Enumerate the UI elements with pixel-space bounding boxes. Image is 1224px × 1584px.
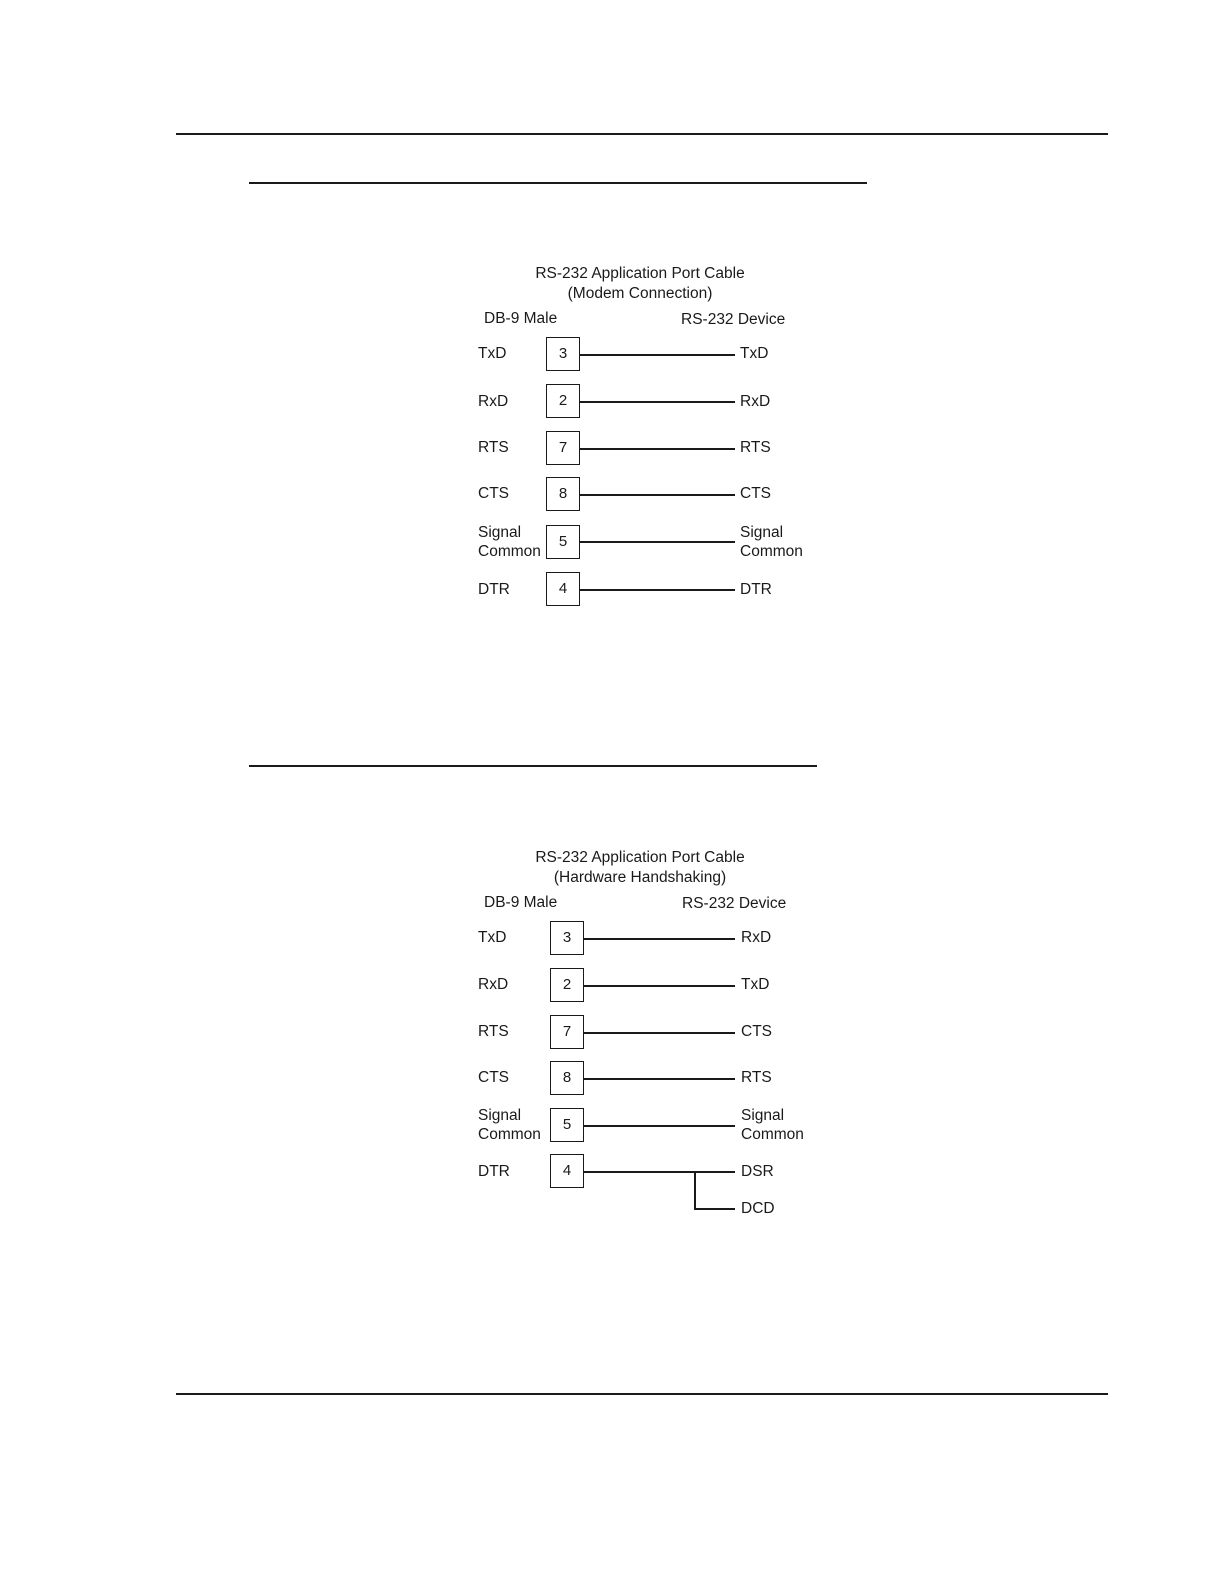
rs232-device-header: RS-232 Device	[682, 895, 787, 912]
pin-box: 4	[550, 1154, 584, 1188]
pin-box: 3	[550, 921, 584, 955]
pin-box: 8	[550, 1061, 584, 1095]
right-signal-dcd: DCD	[741, 1200, 775, 1217]
left-signal-cts: CTS	[478, 485, 509, 502]
wire	[580, 541, 735, 543]
pin-box: 4	[546, 572, 580, 606]
wire	[584, 1125, 735, 1127]
diagram-title-line2: (Hardware Handshaking)	[553, 869, 727, 886]
wire	[580, 448, 735, 450]
left-signal-common-line2: Common	[478, 1126, 541, 1143]
wire	[584, 938, 735, 940]
pin-box: 3	[546, 337, 580, 371]
left-signal-cts: CTS	[478, 1069, 509, 1086]
pin-box: 7	[550, 1015, 584, 1049]
diagram-title-line1: RS-232 Application Port Cable	[535, 849, 745, 866]
right-signal-cts: CTS	[741, 1023, 772, 1040]
db9-male-header: DB-9 Male	[484, 310, 558, 327]
wire	[584, 985, 735, 987]
right-signal-cts: CTS	[740, 485, 771, 502]
right-signal-common-line1: Signal	[740, 524, 784, 541]
right-signal-rts: RTS	[740, 439, 771, 456]
left-signal-dtr: DTR	[478, 1163, 510, 1180]
right-signal-rxd: RxD	[740, 393, 771, 410]
right-signal-common-line1: Signal	[741, 1107, 785, 1124]
left-signal-common-line2: Common	[478, 543, 541, 560]
wire	[584, 1078, 735, 1080]
left-signal-txd: TxD	[478, 345, 507, 362]
footer-rule	[176, 1393, 1108, 1395]
left-signal-rxd: RxD	[478, 393, 509, 410]
pin-box: 5	[546, 525, 580, 559]
left-signal-common-line1: Signal	[478, 1107, 522, 1124]
right-signal-rxd: RxD	[741, 929, 772, 946]
left-signal-common-line1: Signal	[478, 524, 522, 541]
section2-rule	[249, 765, 817, 767]
right-signal-dsr: DSR	[741, 1163, 774, 1180]
left-signal-txd: TxD	[478, 929, 507, 946]
pin-box: 7	[546, 431, 580, 465]
right-signal-common-line2: Common	[740, 543, 803, 560]
right-signal-dtr: DTR	[740, 581, 772, 598]
wire	[584, 1171, 735, 1173]
branch-wire	[694, 1208, 735, 1210]
diagram-title-line1: RS-232 Application Port Cable	[535, 265, 745, 282]
right-signal-common-line2: Common	[741, 1126, 804, 1143]
rs232-device-header: RS-232 Device	[681, 311, 786, 328]
branch-wire-vertical	[694, 1171, 696, 1209]
right-signal-txd: TxD	[741, 976, 770, 993]
diagram-title-line2: (Modem Connection)	[567, 285, 713, 302]
pin-box: 5	[550, 1108, 584, 1142]
pin-box: 8	[546, 477, 580, 511]
left-signal-rxd: RxD	[478, 976, 509, 993]
pin-box: 2	[546, 384, 580, 418]
pin-box: 2	[550, 968, 584, 1002]
section1-rule	[249, 182, 867, 184]
wire	[580, 401, 735, 403]
left-signal-rts: RTS	[478, 1023, 509, 1040]
modem-connection-diagram	[470, 264, 830, 644]
header-rule	[176, 133, 1108, 135]
wire	[584, 1032, 735, 1034]
wire	[580, 354, 735, 356]
db9-male-header: DB-9 Male	[484, 894, 558, 911]
hardware-handshaking-diagram	[470, 848, 830, 1228]
left-signal-rts: RTS	[478, 439, 509, 456]
wire	[580, 494, 735, 496]
wire	[580, 589, 735, 591]
right-signal-txd: TxD	[740, 345, 769, 362]
right-signal-rts: RTS	[741, 1069, 772, 1086]
left-signal-dtr: DTR	[478, 581, 510, 598]
